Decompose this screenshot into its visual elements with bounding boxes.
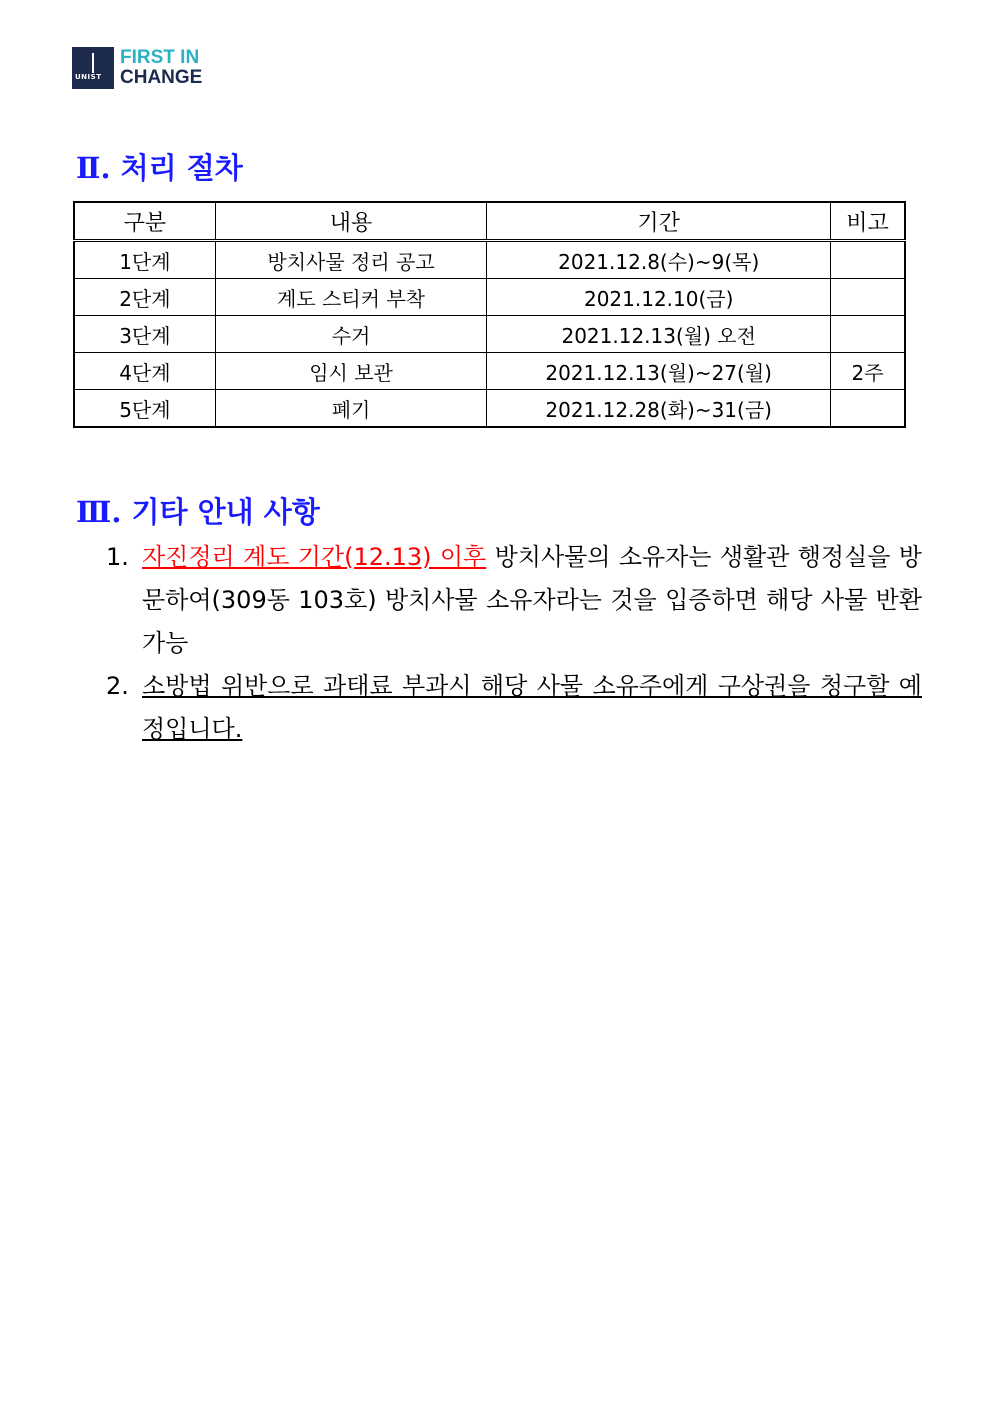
table-header-cell: 내용 xyxy=(215,202,487,241)
table-cell: 2단계 xyxy=(74,279,215,316)
table-header-cell: 기간 xyxy=(487,202,831,241)
item-number: 1. xyxy=(106,543,129,571)
table-header-cell: 비고 xyxy=(831,202,905,241)
table-cell: 2021.12.13(월)~27(월) xyxy=(487,353,831,390)
table-cell xyxy=(831,279,905,316)
table-row xyxy=(74,390,905,428)
section2-title: Ⅱ. 처리 절차 xyxy=(76,151,243,185)
table-cell: 3단계 xyxy=(74,316,215,353)
table-cell: 2021.12.13(월) 오전 xyxy=(487,316,831,353)
procedure-table xyxy=(73,201,906,428)
table-row xyxy=(74,279,905,316)
table-cell: 방치사물 정리 공고 xyxy=(215,241,487,279)
list-item xyxy=(106,665,922,751)
table-cell: 2021.12.10(금) xyxy=(487,279,831,316)
table-row xyxy=(74,353,905,390)
logo-line1: FIRST IN xyxy=(120,47,200,68)
table-cell: 5단계 xyxy=(74,390,215,428)
table-cell: 계도 스티커 부착 xyxy=(215,279,487,316)
table-cell: 임시 보관 xyxy=(215,353,487,390)
table-cell xyxy=(831,390,905,428)
logo-line2: CHANGE xyxy=(120,67,203,88)
table-row xyxy=(74,241,905,279)
item-text: 소방법 위반으로 과태료 부과시 해당 사물 소유주에게 구상권을 청구할 예정입니다. xyxy=(142,672,922,743)
unist-logo-mark xyxy=(72,47,114,89)
table-cell: 2021.12.28(화)~31(금) xyxy=(487,390,831,428)
table-cell: 폐기 xyxy=(215,390,487,428)
logo-mark-text: UNIST xyxy=(75,73,102,81)
unist-logo xyxy=(72,47,202,89)
table-cell xyxy=(831,316,905,353)
notice-list xyxy=(106,536,922,751)
logo-slogan xyxy=(120,48,202,88)
item-number: 2. xyxy=(106,672,129,700)
table-cell: 2021.12.8(수)~9(목) xyxy=(487,241,831,279)
table-cell: 1단계 xyxy=(74,241,215,279)
item-rest-text: 방치사물의 소유자는 생활관 행정실을 방문하여(309동 103호) 방치사물 소유자라는 것을 입증하면 해당 사물 반환가능 xyxy=(142,543,922,657)
item-text xyxy=(142,536,922,665)
section3-title: Ⅲ. 기타 안내 사항 xyxy=(76,495,320,529)
table-cell: 4단계 xyxy=(74,353,215,390)
highlight-text: 자진정리 계도 기간(12.13) 이후 xyxy=(142,543,487,571)
table-cell xyxy=(831,241,905,279)
table-header-row xyxy=(74,202,905,241)
table-header-cell: 구분 xyxy=(74,202,215,241)
list-item xyxy=(106,536,922,665)
table-cell: 2주 xyxy=(831,353,905,390)
table-row xyxy=(74,316,905,353)
table-cell: 수거 xyxy=(215,316,487,353)
